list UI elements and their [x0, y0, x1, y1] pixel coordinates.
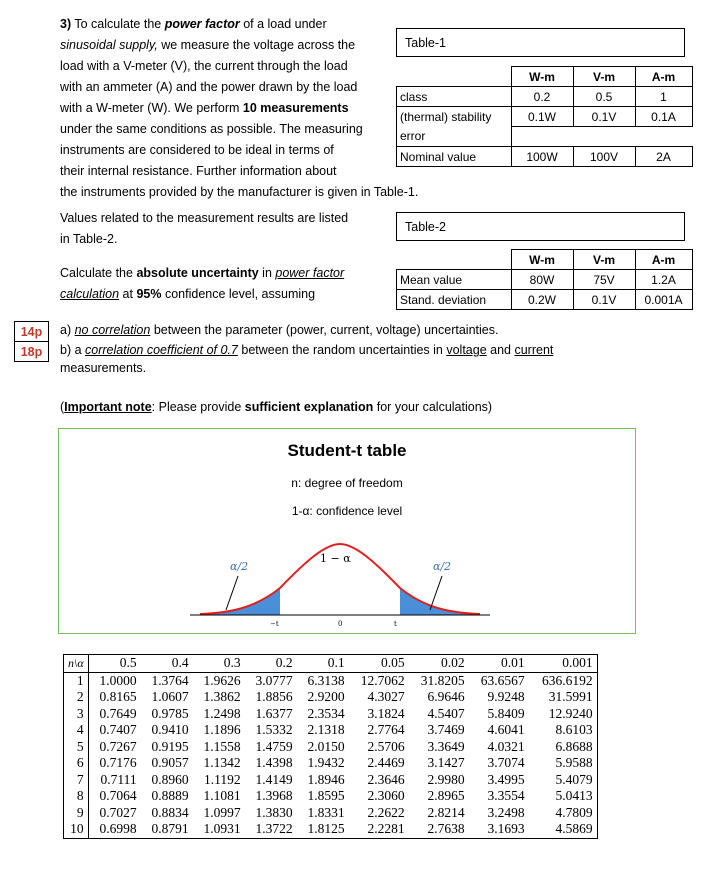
t-value-cell: 0.7407 [99, 722, 137, 738]
t-value-cell: 1.8856 [255, 689, 293, 705]
table-row [64, 821, 598, 838]
t-value-cell: 4.3027 [367, 689, 405, 705]
table-row [64, 739, 598, 756]
t-value-cell: 2.3060 [367, 788, 405, 804]
t-value-cell: 6.3138 [307, 672, 345, 688]
t-value-cell: 31.5991 [548, 689, 593, 705]
t-value-cell: 2.1318 [307, 722, 345, 738]
dof-label: n: degree of freedom [291, 476, 403, 490]
table-row [64, 772, 598, 789]
zero-label: 0 [338, 620, 343, 628]
calc-line-1: Calculate the absolute uncertainty in power factor [60, 266, 345, 280]
table2-header: A-m [635, 250, 692, 270]
t-value-cell: 636.6192 [542, 672, 593, 688]
t-value-cell: 0.9195 [151, 738, 189, 754]
alpha-header: 0.05 [349, 655, 409, 673]
alpha-header: 0.5 [88, 655, 141, 673]
points-badge-a: 14p [14, 321, 49, 342]
alpha-header: 0.2 [245, 655, 297, 673]
confidence-label: 1-α: confidence level [291, 504, 403, 518]
pos-t-label: t [394, 620, 397, 628]
student-t-title: Student-t table [287, 441, 407, 460]
t-value-cell: 2.8214 [427, 804, 465, 820]
t-value-cell: 2.7638 [427, 821, 465, 837]
part-b: b) a correlation coefficient of 0.7 between the random uncertainties in voltage and current [60, 343, 554, 357]
left-pointer [226, 576, 238, 610]
table-row [397, 290, 693, 310]
cell: 100V [573, 147, 635, 167]
t-value-cell: 1.3830 [255, 804, 293, 820]
cell: 80W [511, 270, 573, 290]
cell: 0.2 [511, 87, 573, 107]
t-value-cell: 12.7062 [360, 672, 405, 688]
cell: 1 [635, 87, 692, 107]
t-value-cell: 0.7176 [99, 755, 137, 771]
t-value-cell: 3.4995 [487, 771, 525, 787]
degree-of-freedom: 7 [64, 772, 89, 789]
table-row [397, 270, 693, 290]
t-value-cell: 0.8834 [151, 804, 189, 820]
t-value-cell: 0.8791 [151, 821, 189, 837]
table2-corner [397, 250, 512, 270]
t-value-cell: 2.2622 [367, 804, 405, 820]
t-value-cell: 3.1693 [487, 821, 525, 837]
degree-of-freedom: 9 [64, 805, 89, 822]
table1-header-row [397, 67, 693, 87]
t-value-cell: 4.7809 [555, 804, 593, 820]
t-value-cell: 3.3649 [427, 738, 465, 754]
t-value-cell: 8.6103 [555, 722, 593, 738]
t-value-cell: 1.3862 [203, 689, 241, 705]
alpha-header: 0.01 [469, 655, 529, 673]
calculate-text [60, 263, 390, 305]
t-table-corner: n\α [64, 655, 89, 673]
t-distribution-table [63, 654, 598, 839]
table-row [64, 755, 598, 772]
alpha-header: 0.02 [409, 655, 469, 673]
t-value-cell: 1.6377 [255, 705, 293, 721]
t-value-cell: 1.1192 [204, 771, 241, 787]
t-value-cell: 2.2281 [367, 821, 405, 837]
t-table-header-row [64, 655, 598, 673]
t-value-cell: 4.5869 [555, 821, 593, 837]
t-value-cell: 0.8165 [99, 689, 137, 705]
degree-of-freedom: 10 [64, 821, 89, 838]
t-value-cell: 2.9200 [307, 689, 345, 705]
table-row [64, 788, 598, 805]
t-value-cell: 5.8409 [487, 705, 525, 721]
points-badge-b: 18p [14, 341, 49, 362]
t-value-cell: 1.5332 [255, 722, 293, 738]
t-value-cell: 1.2498 [203, 705, 241, 721]
intro-line-3: load with a V-meter (V), the current through the load [60, 59, 348, 73]
t-value-cell: 0.9057 [151, 755, 189, 771]
table2-header-row [397, 250, 693, 270]
table-row [397, 107, 693, 127]
t-value-cell: 9.9248 [487, 689, 525, 705]
part-a: a) no correlation between the parameter (power, current, voltage) uncertainties. [60, 323, 499, 337]
cell [511, 127, 573, 147]
table1-header: W-m [511, 67, 573, 87]
t-value-cell: 3.7469 [427, 722, 465, 738]
intro-line-2: sinusoidal supply, we measure the voltage across the [60, 38, 356, 52]
table2-header: V-m [573, 250, 635, 270]
t-value-cell: 3.1824 [367, 705, 405, 721]
t-value-cell: 2.4469 [367, 755, 405, 771]
t-value-cell: 1.4398 [255, 755, 293, 771]
table2-caption: Table-2 [396, 212, 685, 241]
intro-line-6: under the same conditions as possible. The measuring [60, 122, 363, 136]
right-pointer [430, 576, 442, 610]
table1-caption: Table-1 [396, 28, 685, 57]
t-value-cell: 4.5407 [427, 705, 465, 721]
t-value-cell: 1.1558 [203, 738, 241, 754]
degree-of-freedom: 3 [64, 706, 89, 723]
right-tail-area [400, 588, 480, 615]
t-value-cell: 3.3554 [487, 788, 525, 804]
t-value-cell: 1.8946 [307, 771, 345, 787]
t-value-cell: 1.0000 [99, 672, 137, 688]
row-label: (thermal) stability [397, 107, 512, 127]
t-value-cell: 3.2498 [487, 804, 525, 820]
t-value-cell: 5.9588 [555, 755, 593, 771]
problem-intro [60, 14, 390, 182]
t-value-cell: 1.1081 [203, 788, 241, 804]
t-value-cell: 0.8889 [151, 788, 189, 804]
t-value-cell: 0.7649 [99, 705, 137, 721]
t-value-cell: 31.8205 [420, 672, 465, 688]
one-minus-alpha-label: 1 − α [320, 552, 351, 565]
t-value-cell: 2.0150 [307, 738, 345, 754]
alpha-header: 0.4 [141, 655, 193, 673]
t-value-cell: 3.1427 [427, 755, 465, 771]
degree-of-freedom: 2 [64, 689, 89, 706]
t-value-cell: 5.4079 [555, 771, 593, 787]
t-value-cell: 1.3722 [255, 821, 293, 837]
intro-line-9: the instruments provided by the manufacturer is given in Table-1. [60, 185, 419, 199]
cell: 75V [573, 270, 635, 290]
cell: 0.2W [511, 290, 573, 310]
row-label: class [397, 87, 512, 107]
t-distribution-plot [190, 540, 500, 628]
row-label: error [397, 127, 512, 147]
t-value-cell: 4.0321 [487, 738, 525, 754]
t-value-cell: 0.7064 [99, 788, 137, 804]
table-row [397, 87, 693, 107]
table2-header: W-m [511, 250, 573, 270]
section2-text [60, 208, 380, 250]
cell [635, 127, 692, 147]
table-row [397, 127, 693, 147]
intro-line-1: 3) To calculate the power factor of a load under [60, 17, 327, 31]
intro-line-4: with an ammeter (A) and the power drawn by the load [60, 80, 358, 94]
t-value-cell: 6.8688 [555, 738, 593, 754]
cell: 0.1V [573, 290, 635, 310]
table1-header: A-m [635, 67, 692, 87]
t-value-cell: 1.8595 [307, 788, 345, 804]
t-value-cell: 3.7074 [487, 755, 525, 771]
alpha-half-right-label: α/2 [433, 560, 452, 573]
important-note: (Important note: Please provide sufficient explanation for your calculations) [60, 400, 493, 414]
t-value-cell: 0.8960 [151, 771, 189, 787]
table1 [396, 66, 693, 167]
cell: 1.2A [635, 270, 692, 290]
table-row [64, 722, 598, 739]
row-label: Stand. deviation [397, 290, 512, 310]
table-row [64, 689, 598, 706]
t-value-cell: 2.5706 [367, 738, 405, 754]
cell: 0.1W [511, 107, 573, 127]
calc-line-2: calculation at 95% confidence level, assuming [60, 287, 316, 301]
t-value-cell: 2.3534 [307, 705, 345, 721]
t-value-cell: 4.6041 [487, 722, 525, 738]
section2-line-1: Values related to the measurement results are listed [60, 211, 349, 225]
t-value-cell: 1.9432 [307, 755, 345, 771]
t-value-cell: 12.9240 [548, 705, 593, 721]
intro-line-8: their internal resistance. Further information about [60, 164, 337, 178]
cell: 100W [511, 147, 573, 167]
degree-of-freedom: 8 [64, 788, 89, 805]
row-label: Nominal value [397, 147, 512, 167]
t-value-cell: 5.0413 [555, 788, 593, 804]
t-value-cell: 2.7764 [367, 722, 405, 738]
alpha-half-left-label: α/2 [230, 560, 249, 573]
t-value-cell: 6.9646 [427, 689, 465, 705]
degree-of-freedom: 6 [64, 755, 89, 772]
table1-corner [397, 67, 512, 87]
t-value-cell: 1.3764 [151, 672, 189, 688]
neg-t-label: −t [270, 620, 279, 628]
t-value-cell: 1.0607 [151, 689, 189, 705]
alpha-header: 0.1 [297, 655, 349, 673]
degree-of-freedom: 1 [64, 672, 89, 689]
t-value-cell: 0.9785 [151, 705, 189, 721]
alpha-header: 0.001 [529, 655, 598, 673]
t-value-cell: 1.0931 [203, 821, 241, 837]
t-value-cell: 1.0997 [203, 804, 241, 820]
intro-line-5: with a W-meter (W). We perform 10 measurements [60, 101, 349, 115]
cell: 0.1A [635, 107, 692, 127]
intro-line-7: instruments are considered to be ideal in terms of [60, 143, 334, 157]
t-value-cell: 63.6567 [480, 672, 525, 688]
t-value-cell: 3.0777 [255, 672, 293, 688]
cell: 0.5 [573, 87, 635, 107]
t-table-body [64, 672, 598, 838]
row-label: Mean value [397, 270, 512, 290]
t-value-cell: 1.8125 [307, 821, 345, 837]
t-value-cell: 2.8965 [427, 788, 465, 804]
cell: 0.001A [635, 290, 692, 310]
t-value-cell: 0.7027 [99, 804, 137, 820]
t-value-cell: 1.1342 [203, 755, 241, 771]
t-value-cell: 1.4759 [255, 738, 293, 754]
t-value-cell: 1.4149 [255, 771, 293, 787]
cell: 2A [635, 147, 692, 167]
section2-line-2: in Table-2. [60, 232, 118, 246]
t-value-cell: 2.9980 [427, 771, 465, 787]
cell [573, 127, 635, 147]
t-value-cell: 2.3646 [367, 771, 405, 787]
t-value-cell: 1.3968 [255, 788, 293, 804]
table-row [397, 147, 693, 167]
table1-header: V-m [573, 67, 635, 87]
degree-of-freedom: 5 [64, 739, 89, 756]
t-value-cell: 0.7111 [100, 771, 137, 787]
table2 [396, 249, 693, 310]
t-value-cell: 0.7267 [99, 738, 137, 754]
part-b-line2: measurements. [60, 361, 147, 375]
table-row [64, 672, 598, 689]
t-value-cell: 1.9626 [203, 672, 241, 688]
t-value-cell: 0.9410 [151, 722, 189, 738]
alpha-header: 0.3 [193, 655, 245, 673]
t-value-cell: 0.6998 [99, 821, 137, 837]
left-tail-area [200, 588, 280, 615]
table-row [64, 706, 598, 723]
degree-of-freedom: 4 [64, 722, 89, 739]
t-value-cell: 1.8331 [307, 804, 345, 820]
cell: 0.1V [573, 107, 635, 127]
table-row [64, 805, 598, 822]
t-value-cell: 1.1896 [203, 722, 241, 738]
